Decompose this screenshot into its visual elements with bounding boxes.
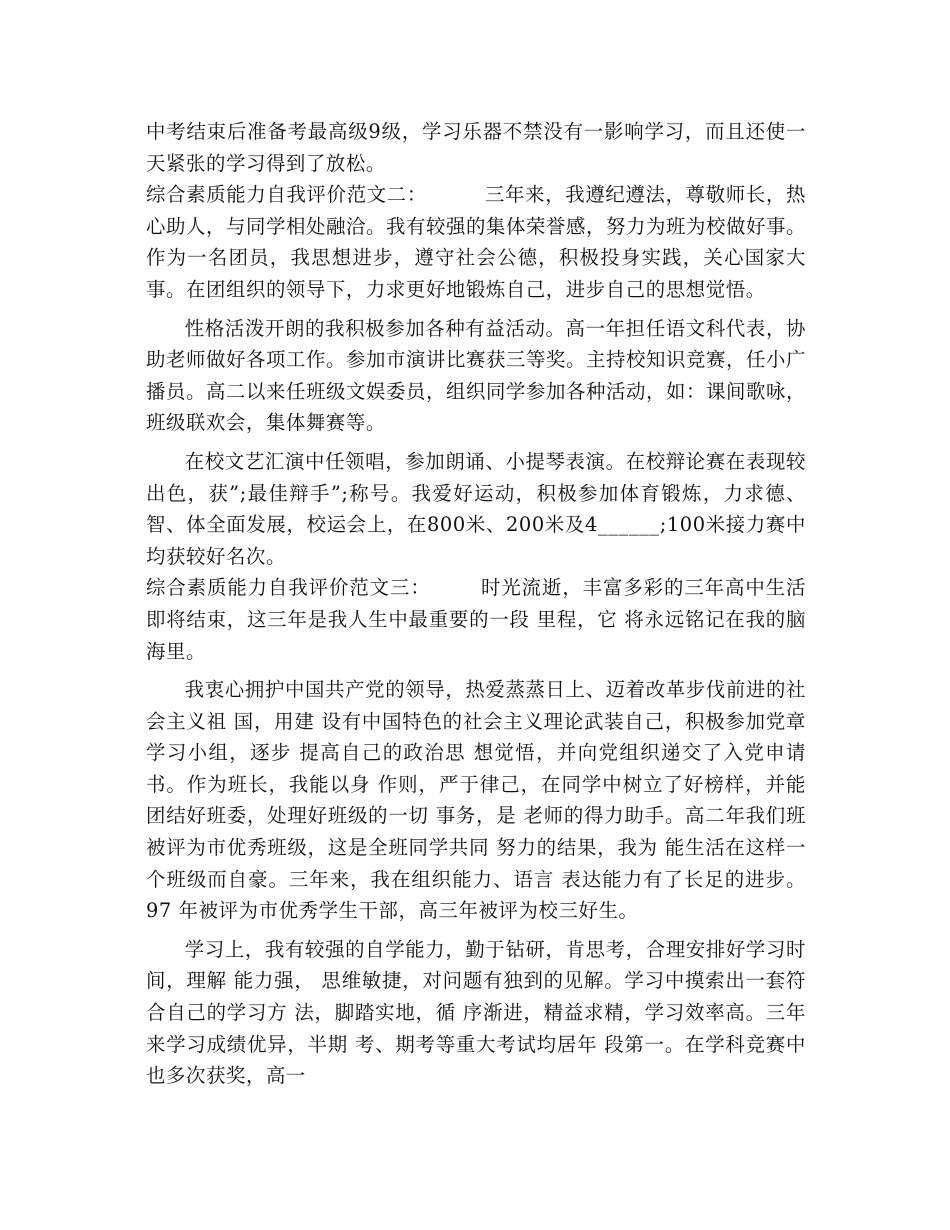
paragraph-5: [146, 572, 806, 667]
paragraph-4: [146, 446, 806, 572]
paragraph-text: 三年来，我遵纪遵法，尊敬师长，热心助人，与同学相处融洽。我有较强的集体荣誉感，努力为班为校做好事。作为一名团员，我思想进步，遵守社会公德，积极投身实践，关心国家大事。在团组织的领导下，力求更好地锻炼自己，进步自己的思想觉悟。: [146, 183, 806, 301]
section-heading-3: 综合素质能力自我评价范文三：: [146, 576, 431, 600]
paragraph-text: 时光流逝，丰富多彩的三年高中生活即将结束，这三年是我人生中最重要的一段 里程，它 将永远铭记在我的脑海里。: [146, 576, 806, 663]
paragraph-text: 学习上，我有较强的自学能力，勤于钻研，肯思考，合理安排好学习时间，理解 能力强， 思维敏捷，对问题有独到的见解。学习中摸索出一套符合自己的学习方 法，脚踏实地，循 序渐进，精益求精，学习效率高。三年来学习成绩优异，半期 考、期考等重大考试均居年 段第一。在学科竞赛中也多次获奖，高一: [146, 937, 806, 1088]
paragraph-3: [146, 313, 806, 439]
paragraph-text: 我衷心拥护中国共产党的领导，热爱蒸蒸日上、迈着改革步伐前进的社会主义祖 国，用建 设有中国特色的社会主义理论武装自己，积极参加党章学习小组，逐步 提高自己的政治思 想觉悟，并向党组织递交了入党申请书。作为班长，我能以身 作则，严于律己，在同学中树立了好榜样，并能团结好班委，处理好班级的一切 事务，是 老师的得力助手。高二年我们班被评为市优秀班级，这是全班同学共同 努力的结果，我为 能生活在这样一个班级而自豪。三年来，我在组织能力、语言 表达能力有了长足的进步。 97 年被评为市优秀学生干部，高三年被评为校三好生。: [146, 678, 806, 923]
document-body: [146, 116, 806, 1092]
paragraph-text: 性格活泼开朗的我积极参加各种有益活动。高一年担任语文科代表，协助老师做好各项工作。参加市演讲比赛获三等奖。主持校知识竞赛，任小广播员。高二以来任班级文娱委员，组织同学参加各种活动，如：课间歌咏，班级联欢会，集体舞赛等。: [146, 316, 806, 435]
section-heading-2: 综合素质能力自我评价范文二：: [146, 183, 427, 207]
paragraph-7: [146, 934, 806, 1092]
paragraph-1: [146, 116, 806, 179]
paragraph-text: 在校文艺汇演中任领唱，参加朗诵、小提琴表演。在校辩论赛在表现较出色，获”;最佳辩手”;称号。我爱好运动，积极参加体育锻炼，力求德、智、体全面发展，校运会上，在800米、200米及4______;100米接力赛中均获较好名次。: [146, 449, 806, 568]
paragraph-2: [146, 179, 806, 305]
paragraph-text: 中考结束后准备考最高级9级，学习乐器不禁没有一影响学习，而且还使一天紧张的学习得到了放松。: [146, 120, 806, 175]
paragraph-6: [146, 674, 806, 927]
